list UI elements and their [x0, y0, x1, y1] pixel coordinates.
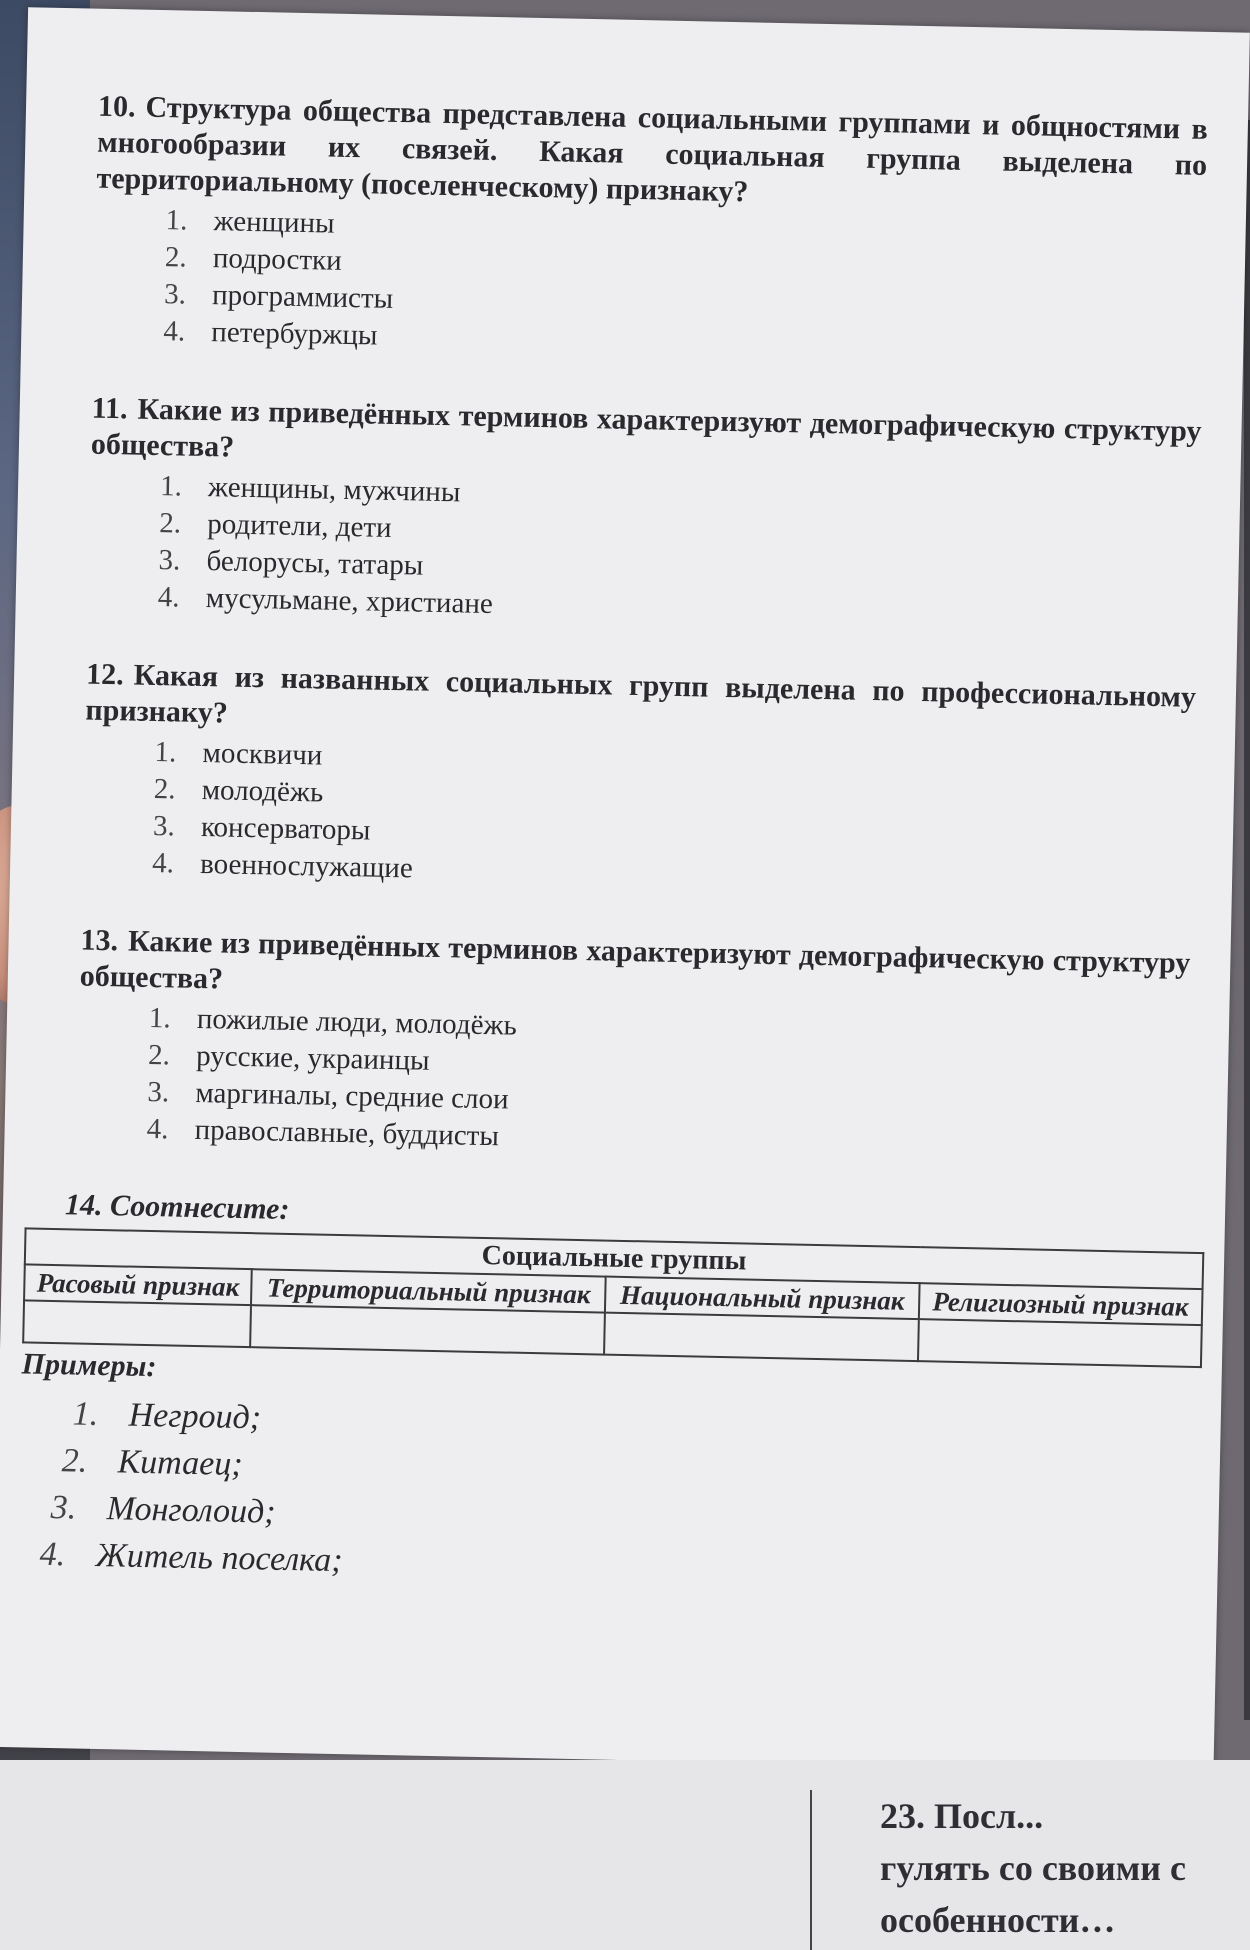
worksheet-content	[21, 89, 1209, 1602]
paper-edge	[1244, 120, 1250, 1720]
answer-cell[interactable]	[23, 1300, 251, 1347]
question-number: 13.	[80, 923, 119, 958]
answer-option[interactable]: 4. православные, буддисты	[146, 1112, 500, 1153]
next-page-line: 23. Посл...	[880, 1796, 1044, 1836]
answer-option[interactable]: 3. консерваторы	[152, 810, 371, 847]
answer-option[interactable]: 2. родители, дети	[159, 507, 392, 544]
question-12	[82, 657, 1196, 904]
answer-options	[76, 998, 1189, 1169]
question-text: Какая из названных социальных групп выделена по профессиональному признаку?	[85, 658, 1197, 730]
question-text: Какие из приведённых терминов характеризуют демографическую структуру общества?	[79, 924, 1191, 996]
answer-option[interactable]: 4. мусульмане, христиане	[157, 581, 494, 621]
answer-option[interactable]: 3. белорусы, татары	[158, 544, 424, 582]
question-11	[87, 391, 1201, 638]
answer-options	[87, 467, 1200, 638]
next-page-line: особенности…	[880, 1900, 1116, 1940]
column-header: Национальный признак	[605, 1277, 919, 1320]
answer-option[interactable]: 4. петербуржцы	[163, 315, 378, 352]
matching-table	[22, 1227, 1204, 1368]
examples-list	[39, 1390, 1181, 1601]
next-page-line: гулять со своими с	[880, 1848, 1186, 1888]
next-page-text	[880, 1790, 1250, 1946]
table-header: Социальные группы	[25, 1228, 1203, 1289]
answer-option[interactable]: 4. военнослужащие	[151, 846, 414, 885]
paper-sheet	[0, 7, 1250, 1772]
examples-title: Примеры:	[21, 1347, 157, 1384]
question-14	[21, 1188, 1189, 1601]
answer-options	[82, 733, 1195, 904]
example-item: 3. Монголоид;	[50, 1489, 276, 1531]
question-10	[93, 89, 1208, 372]
answer-option[interactable]: 1. пожилые люди, молодёжь	[148, 1001, 518, 1042]
column-header: Расовый признак	[24, 1264, 252, 1305]
page-border-line	[810, 1790, 812, 1950]
answer-options	[93, 201, 1206, 372]
example-item: 1. Негроид;	[72, 1395, 262, 1437]
question-title	[96, 89, 1208, 220]
answer-option[interactable]: 1. женщины, мужчины	[159, 470, 461, 509]
answer-cell[interactable]	[605, 1313, 919, 1362]
answer-option[interactable]: 1. москвичи	[154, 736, 323, 772]
answer-option[interactable]: 2. подростки	[164, 241, 343, 277]
example-item: 2. Китаец;	[61, 1442, 244, 1484]
answer-option[interactable]: 1. женщины	[165, 204, 335, 240]
question-13	[76, 923, 1190, 1170]
column-header: Территориальный признак	[251, 1269, 606, 1312]
answer-option[interactable]: 2. русские, украинцы	[147, 1038, 430, 1077]
question-text: Какие из приведённых терминов характеризуют демографическую структуру общества?	[90, 392, 1202, 464]
answer-cell[interactable]	[250, 1305, 605, 1354]
answer-cell[interactable]	[918, 1319, 1202, 1367]
answer-option[interactable]: 2. молодёжь	[153, 773, 324, 809]
question-number: 11.	[91, 391, 128, 426]
column-header: Религиозный признак	[918, 1283, 1202, 1325]
question-number: 10.	[97, 89, 136, 124]
example-item: 4. Житель поселка;	[39, 1535, 343, 1580]
question-text: Структура общества представлена социальными группами и общностями в многообразии их связей. Какая социальная группа выделена по территориальному (поселенческому) признаку?	[96, 90, 1209, 209]
answer-option[interactable]: 3. программисты	[163, 278, 394, 315]
answer-option[interactable]: 3. маргиналы, средние слои	[147, 1075, 509, 1116]
question-number: 12.	[85, 657, 125, 692]
question-title: 14. Соотнесите:	[64, 1188, 290, 1226]
